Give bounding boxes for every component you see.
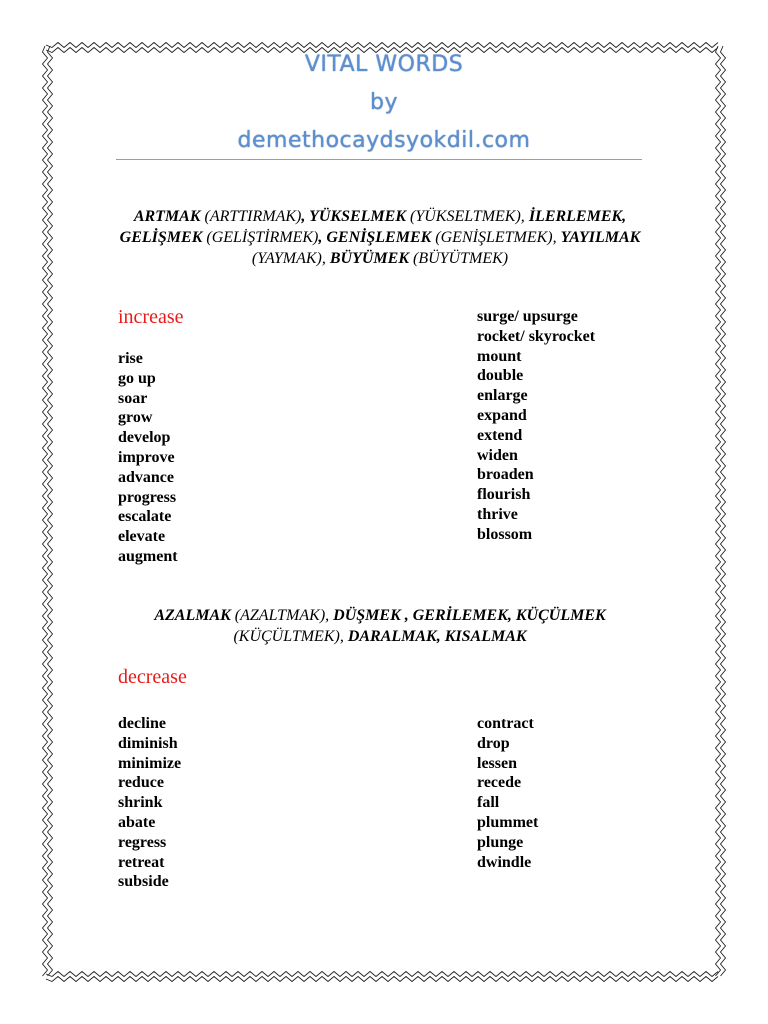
increase-heading: increase: [118, 306, 184, 328]
decrease-word-list-left: [118, 714, 181, 892]
turkish-segment: (AZALTMAK),: [230, 607, 334, 624]
vocab-word: minimize: [118, 754, 182, 772]
vocab-word: double: [477, 367, 524, 385]
vocab-word: retreat: [118, 853, 165, 871]
zigzag-line: [46, 43, 718, 48]
turkish-segment: AZALMAK: [154, 607, 231, 624]
turkish-segment: (YAYMAK),: [251, 250, 330, 267]
vocab-word: elevate: [118, 528, 166, 546]
vocab-word: develop: [118, 429, 171, 447]
increase-word-list-left: [118, 349, 178, 567]
vocab-word: grow: [118, 409, 153, 427]
vocab-word: contract: [477, 715, 534, 732]
vocab-word: widen: [477, 446, 518, 464]
decrease-word-list-right: [477, 714, 538, 872]
vocab-word: go up: [118, 369, 156, 387]
turkish-segment: (ARTTIRMAK): [200, 208, 302, 225]
vocab-word: drop: [477, 734, 510, 752]
turkish-segment: (GELİŞTİRMEK): [202, 229, 319, 246]
turkish-segment: (YÜKSELTMEK),: [406, 208, 529, 225]
vocab-word: flourish: [477, 486, 531, 504]
vocab-word: lessen: [477, 754, 517, 772]
vocab-word: decline: [118, 715, 166, 732]
vocab-word: regress: [118, 833, 167, 851]
page-title: VITAL WORDS: [304, 52, 464, 77]
vocab-word: augment: [118, 547, 178, 565]
vocab-word: diminish: [118, 734, 178, 752]
vocab-word: blossom: [477, 525, 533, 543]
zigzag-line: [46, 977, 718, 982]
turkish-segment: DARALMAK, KISALMAK: [347, 628, 527, 645]
title-by: by: [370, 90, 398, 115]
turkish-segment: , YÜKSELMEK: [301, 208, 406, 225]
vocab-word: expand: [477, 406, 527, 424]
turkish-segment: İLERLEMEK, GELİŞMEK: [119, 208, 627, 246]
vocab-word: recede: [477, 774, 522, 792]
turkish-segment: (BÜYÜTMEK): [409, 250, 509, 267]
vocab-word: reduce: [118, 774, 164, 792]
vocab-word: dwindle: [477, 853, 532, 871]
vocab-word: escalate: [118, 508, 172, 526]
vocab-word: plunge: [477, 833, 524, 851]
vocab-word: mount: [477, 347, 522, 365]
zigzag-line: [46, 972, 718, 977]
turkish-segment: DÜŞMEK , GERİLEMEK, KÜÇÜLMEK: [333, 607, 606, 624]
vocab-word: extend: [477, 426, 523, 444]
vocab-word: progress: [118, 488, 177, 506]
turkish-segment: (GENİŞLETMEK),: [431, 229, 561, 246]
vocab-word: rise: [118, 350, 143, 367]
decrease-heading: decrease: [118, 666, 187, 688]
vocab-word: surge/ upsurge: [477, 308, 578, 325]
turkish-segment: ARTMAK: [133, 208, 201, 225]
vocab-word: rocket/ skyrocket: [477, 327, 596, 345]
turkish-segment: YAYILMAK: [560, 229, 641, 246]
vocab-word: improve: [118, 448, 175, 466]
increase-turkish-translation: [110, 206, 650, 269]
title-divider: [116, 159, 642, 160]
vocab-word: thrive: [477, 505, 518, 523]
vocab-word: shrink: [118, 794, 163, 812]
vocab-word: soar: [118, 389, 148, 407]
turkish-segment: , GENİŞLEMEK: [318, 229, 432, 246]
vocab-word: abate: [118, 813, 156, 831]
vocab-word: fall: [477, 794, 500, 812]
vocab-word: subside: [118, 873, 169, 891]
vocab-word: plummet: [477, 813, 539, 831]
decrease-turkish-translation: [110, 605, 650, 647]
zigzag-line: [716, 46, 721, 976]
site-name: demethocaydsyokdil.com: [237, 128, 531, 153]
turkish-segment: (KÜÇÜLTMEK),: [233, 628, 348, 645]
turkish-segment: BÜYÜMEK: [329, 250, 409, 267]
zigzag-line: [43, 46, 48, 976]
vocab-word: enlarge: [477, 387, 528, 405]
zigzag-line: [721, 46, 726, 976]
zigzag-line: [48, 46, 53, 976]
increase-word-list-right: [477, 307, 595, 545]
vocab-word: broaden: [477, 466, 534, 484]
vocab-word: advance: [118, 468, 174, 486]
